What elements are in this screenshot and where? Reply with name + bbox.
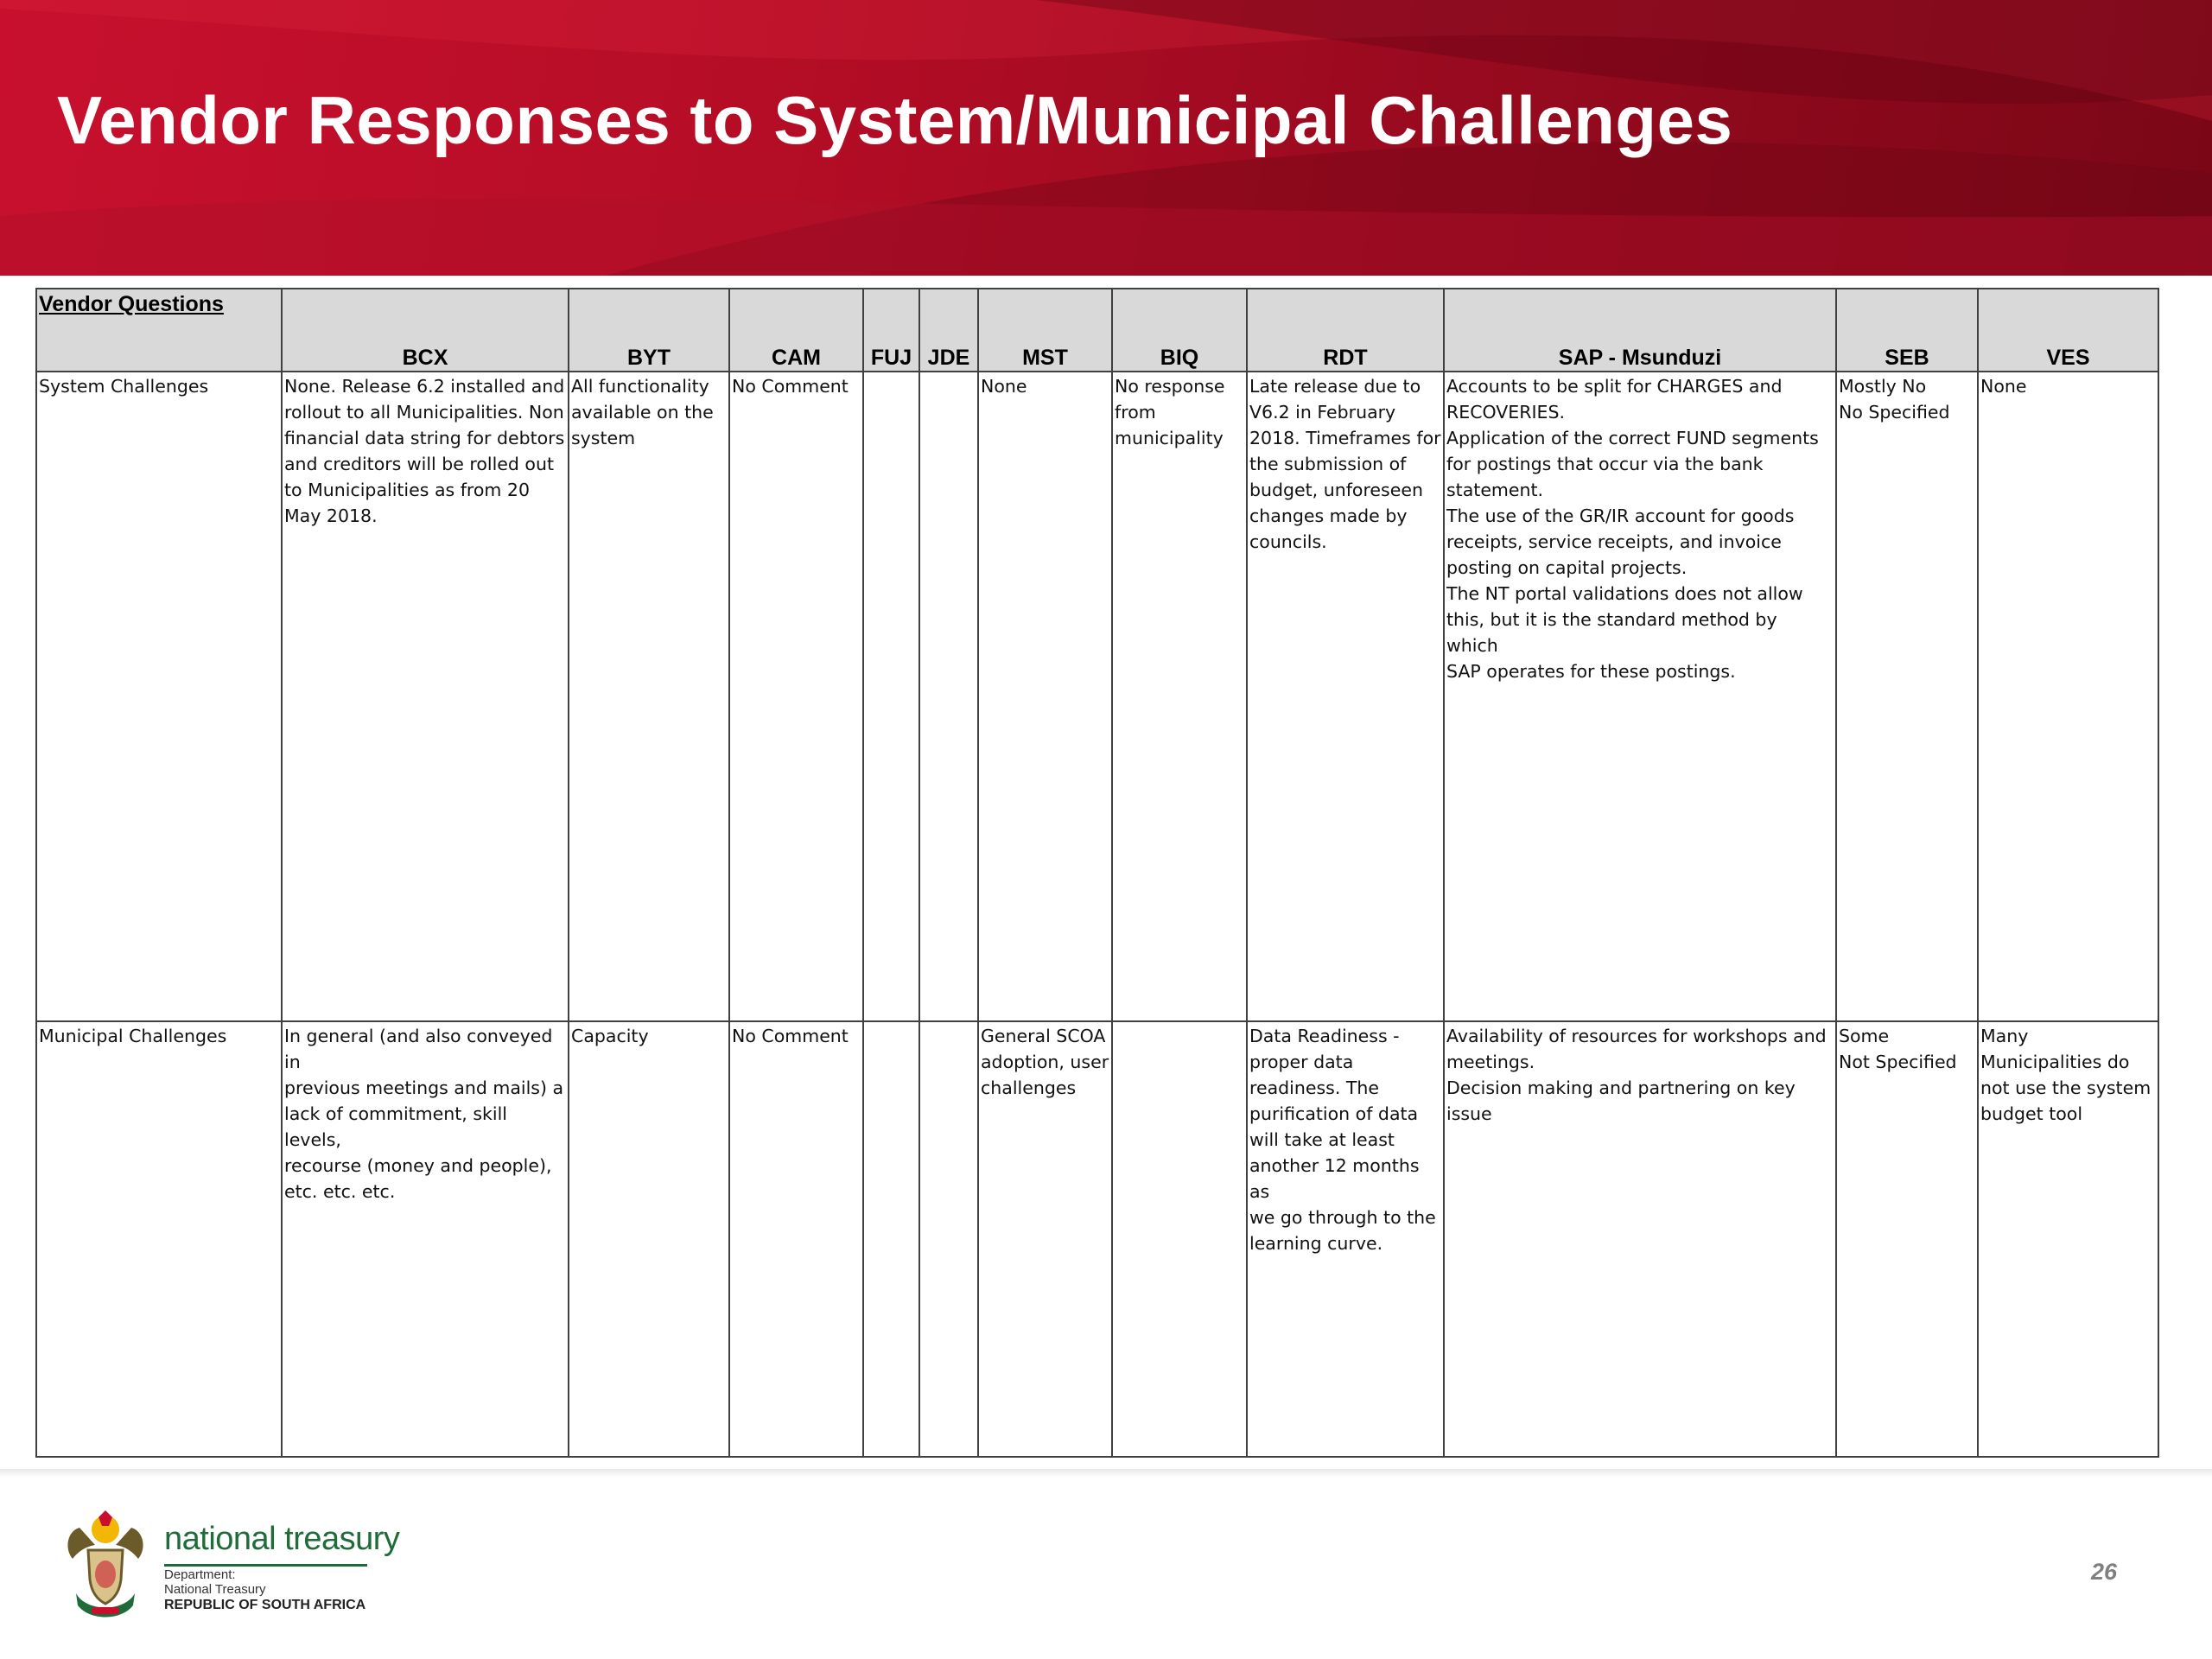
table-cell [1978, 1021, 2158, 1457]
header-vendor-biq: BIQ [1112, 289, 1247, 372]
table-cell [1836, 372, 1978, 1021]
cell-text-line: All functionality [571, 376, 709, 397]
cell-text-line: General SCOA [981, 1026, 1106, 1046]
department-label [164, 1567, 266, 1597]
cell-text-line: Many [1980, 1026, 2029, 1046]
cell-text-line: Mostly No [1839, 376, 1927, 397]
cell-text-line: None. Release 6.2 installed and [284, 376, 565, 397]
cell-text-line: Municipalities do [1980, 1052, 2130, 1072]
header-vendor-mst: MST [978, 289, 1112, 372]
cell-text-line: challenges [981, 1077, 1077, 1098]
cell-text-line: and creditors will be rolled out [284, 454, 554, 474]
table-body [36, 372, 2158, 1457]
cell-text-line: No Comment [732, 376, 849, 397]
cell-text-line: posting on capital projects. [1446, 557, 1688, 578]
table-cell [1978, 372, 2158, 1021]
table-cell [569, 372, 729, 1021]
header-vendor-seb: SEB [1836, 289, 1978, 372]
cell-text-line: this, but it is the standard method by which [1446, 609, 1777, 656]
cell-text-line: The NT portal validations does not allow [1446, 583, 1803, 604]
title-banner [0, 0, 2212, 276]
table-cell [729, 1021, 863, 1457]
cell-text-line: from [1115, 402, 1156, 423]
table-cell [978, 372, 1112, 1021]
table-cell [1444, 1021, 1836, 1457]
header-vendor-sap-msunduzi: SAP - Msunduzi [1444, 289, 1836, 372]
table-row [36, 1021, 2158, 1457]
cell-text-line: learning curve. [1249, 1233, 1383, 1254]
cell-text-line: readiness. The [1249, 1077, 1379, 1098]
header-vendor-rdt: RDT [1247, 289, 1444, 372]
cell-text-line: Decision making and partnering on key issue [1446, 1077, 1796, 1124]
cell-text-line: May 2018. [284, 505, 378, 526]
table-cell [1112, 372, 1247, 1021]
table-header-row [36, 289, 2158, 372]
cell-text-line: councils. [1249, 531, 1327, 552]
cell-text-line: the submission of [1249, 454, 1407, 474]
table-cell [863, 1021, 919, 1457]
cell-text-line: 2018. Timeframes for [1249, 428, 1441, 448]
vendor-table-container [35, 288, 2158, 1458]
cell-text-line: previous meetings and mails) a [284, 1077, 564, 1098]
cell-text-line: budget, unforeseen [1249, 480, 1423, 500]
cell-text-line: recourse (money and people), [284, 1155, 552, 1176]
brand-underline [164, 1564, 367, 1567]
table-cell [1836, 1021, 1978, 1457]
cell-text-line: Availability of resources for workshops and [1446, 1026, 1827, 1046]
cell-text-line: for postings that occur via the bank [1446, 454, 1764, 474]
cell-text-line: No Comment [732, 1026, 849, 1046]
cell-text-line: etc. etc. etc. [284, 1181, 396, 1202]
cell-text-line: SAP operates for these postings. [1446, 661, 1736, 682]
cell-text-line: municipality [1115, 428, 1224, 448]
cell-text-line: In general (and also conveyed in [284, 1026, 553, 1072]
cell-text-line: V6.2 in February [1249, 402, 1396, 423]
table-cell [1112, 1021, 1247, 1457]
cell-text-line: will take at least [1249, 1129, 1395, 1150]
vendor-responses-table [35, 288, 2159, 1458]
table-cell [919, 372, 978, 1021]
cell-text-line: available on the [571, 402, 714, 423]
table-cell [729, 372, 863, 1021]
cell-text-line: Capacity [571, 1026, 649, 1046]
cell-text-line: Data Readiness - [1249, 1026, 1400, 1046]
cell-text-line: meetings. [1446, 1052, 1535, 1072]
header-vendor-jde: JDE [919, 289, 978, 372]
cell-text-line: Not Specified [1839, 1052, 1957, 1072]
department-line-1: Department: [164, 1567, 236, 1582]
page-number: 26 [2091, 1559, 2118, 1585]
footer-divider [0, 1469, 2212, 1478]
cell-text-line: None [981, 376, 1027, 397]
brand-name: national treasury [164, 1521, 400, 1557]
header-vendor-fuj: FUJ [863, 289, 919, 372]
country-label: REPUBLIC OF SOUTH AFRICA [164, 1598, 366, 1612]
cell-text-line: not use the system [1980, 1077, 2152, 1098]
header-vendor-questions: Vendor Questions [36, 289, 282, 372]
slide-title: Vendor Responses to System/Municipal Challenges [57, 82, 1733, 158]
cell-text-line: statement. [1446, 480, 1544, 500]
table-row [36, 372, 2158, 1021]
header-vendor-ves: VES [1978, 289, 2158, 372]
cell-text-line: financial data string for debtors [284, 428, 565, 448]
cell-text-line: No response [1115, 376, 1225, 397]
cell-text-line: adoption, user [981, 1052, 1109, 1072]
table-cell [863, 372, 919, 1021]
table-cell [282, 1021, 569, 1457]
cell-text-line: system [571, 428, 636, 448]
cell-text-line: Some [1839, 1026, 1890, 1046]
header-vendor-bcx: BCX [282, 289, 569, 372]
coat-of-arms-icon [60, 1510, 150, 1628]
cell-text-line: None [1980, 376, 2027, 397]
header-vendor-cam: CAM [729, 289, 863, 372]
table-cell [569, 1021, 729, 1457]
header-vendor-byt: BYT [569, 289, 729, 372]
table-cell [1247, 1021, 1444, 1457]
table-cell [1247, 372, 1444, 1021]
cell-text-line: lack of commitment, skill levels, [284, 1103, 507, 1150]
cell-text-line: we go through to the [1249, 1207, 1436, 1228]
cell-text-line: proper data [1249, 1052, 1354, 1072]
cell-text-line: Application of the correct FUND segments [1446, 428, 1819, 448]
cell-text-line: Accounts to be split for CHARGES and [1446, 376, 1783, 397]
table-cell [1444, 372, 1836, 1021]
cell-text-line: to Municipalities as from 20 [284, 480, 531, 500]
table-cell [919, 1021, 978, 1457]
table-cell [282, 372, 569, 1021]
cell-text-line: The use of the GR/IR account for goods [1446, 505, 1795, 526]
cell-text-line: No Specified [1839, 402, 1950, 423]
row-label: Municipal Challenges [36, 1021, 282, 1457]
cell-text-line: receipts, service receipts, and invoice [1446, 531, 1782, 552]
cell-text-line: Late release due to [1249, 376, 1421, 397]
cell-text-line: RECOVERIES. [1446, 402, 1566, 423]
cell-text-line: purification of data [1249, 1103, 1419, 1124]
cell-text-line: budget tool [1980, 1103, 2083, 1124]
table-cell [978, 1021, 1112, 1457]
department-line-2: National Treasury [164, 1582, 266, 1597]
cell-text-line: changes made by [1249, 505, 1408, 526]
cell-text-line: another 12 months as [1249, 1155, 1420, 1202]
cell-text-line: rollout to all Municipalities. Non [284, 402, 564, 423]
row-label: System Challenges [36, 372, 282, 1021]
